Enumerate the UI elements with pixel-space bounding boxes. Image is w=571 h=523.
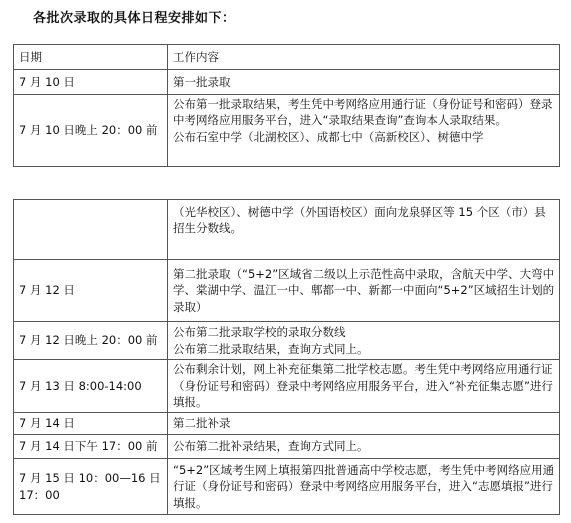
- row-content: [168, 260, 560, 322]
- table-row: [14, 95, 560, 167]
- schedule-table: [13, 44, 560, 167]
- row-content-line: 第一批录取: [173, 74, 231, 89]
- row-date: 7 月 15 日 10：00—16 日 17：00: [14, 459, 168, 515]
- row-content-line: 第二批补录: [173, 416, 231, 431]
- row-date: 7 月 14 日下午 17：00 前: [14, 435, 168, 459]
- row-date: 7 月 14 日: [14, 413, 168, 435]
- table-row: [14, 360, 560, 413]
- row-date: 7 月 12 日晚上 20：00 前: [14, 322, 168, 360]
- table-row: [14, 435, 560, 459]
- row-content-line: （光华校区）、树德中学（外国语校区）面向龙泉驿区等 15 个区（市）县招生分数线。: [173, 205, 546, 236]
- row-content: [168, 360, 560, 413]
- row-content-line: 公布第二批补录结果，查询方式同上。: [173, 439, 369, 454]
- header-content: 工作内容: [168, 45, 560, 70]
- row-content: [168, 70, 560, 95]
- row-content-line: “5+2”区域考生网上填报第四批普通高中学校志愿，考生凭中考网络应用通行证（身份证号和密码）登录中考网络应用服务平台，进入“志愿填报”进行填报。: [173, 462, 555, 510]
- row-date: [14, 200, 168, 260]
- table-row: [14, 459, 560, 515]
- row-date: 7 月 10 日晚上 20：00 前: [14, 95, 168, 167]
- table-header-row: [14, 45, 560, 70]
- table-row: [14, 70, 560, 95]
- row-date: 7 月 12 日: [14, 260, 168, 322]
- row-content-line: 公布剩余计划，网上补充征集第二批学校志愿。考生凭中考网络应用通行证（身份证号和密码）登录中考网络应用服务平台，进入“补充征集志愿”进行填报。: [173, 362, 553, 410]
- row-content-line: 公布第一批录取结果，考生凭中考网络应用通行证（身份证号和密码）登录中考网络应用服务平台，进入“录取结果查询”查询本人录取结果。: [173, 97, 553, 128]
- page-heading: 各批次录取的具体日程安排如下：: [33, 11, 236, 26]
- table-row: [14, 200, 560, 260]
- row-content-line: 第二批录取（“5+2”区域省二级以上示范性高中录取，含航天中学、大弯中学、棠湖中学、温江一中、郫都一中、新都一中面向“5+2”区域招生计划的录取）: [173, 266, 555, 314]
- table-row: [14, 260, 560, 322]
- schedule-table-continued: [13, 199, 560, 515]
- row-content-line: 公布第二批录取学校的录取分数线: [173, 325, 346, 340]
- row-content: [168, 435, 560, 459]
- row-content-line: 公布第二批录取结果，查询方式同上。: [173, 341, 369, 356]
- row-content: [168, 459, 560, 515]
- header-date: 日期: [14, 45, 168, 70]
- row-content: [168, 95, 560, 167]
- row-content-line: 公布石室中学（北湖校区）、成都七中（高新校区）、树德中学: [173, 129, 484, 144]
- row-date: 7 月 10 日: [14, 70, 168, 95]
- table-row: [14, 413, 560, 435]
- row-content: [168, 200, 560, 260]
- row-content: [168, 413, 560, 435]
- table-row: [14, 322, 560, 360]
- row-date: 7 月 13 日 8:00-14:00: [14, 360, 168, 413]
- row-content: [168, 322, 560, 360]
